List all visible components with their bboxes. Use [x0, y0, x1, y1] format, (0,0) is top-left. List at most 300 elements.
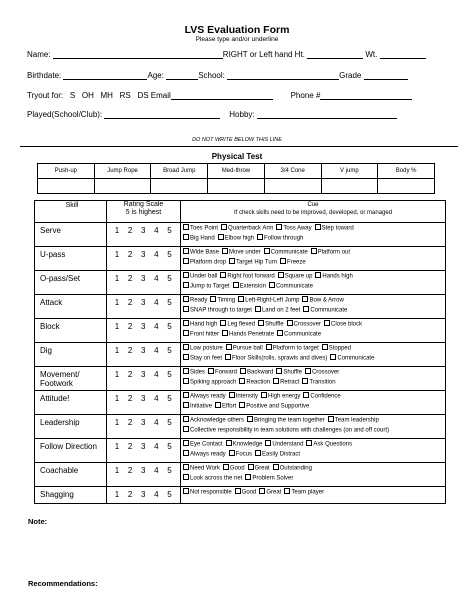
checkbox-icon[interactable]: [322, 344, 328, 350]
cue-line: [183, 368, 443, 378]
cue-option-label: Big Hand: [190, 235, 215, 241]
checkbox-icon[interactable]: [220, 272, 226, 278]
checkbox-icon[interactable]: [330, 354, 336, 360]
checkbox-icon[interactable]: [238, 296, 244, 302]
checkbox-icon[interactable]: [183, 306, 189, 312]
checkbox-icon[interactable]: [302, 296, 308, 302]
rating-scale[interactable]: 1 2 3 4 5: [107, 319, 181, 343]
cue-option[interactable]: [238, 296, 299, 306]
cue-option[interactable]: [208, 368, 237, 378]
cue-option[interactable]: [302, 296, 343, 306]
cue-option[interactable]: [226, 440, 263, 450]
played-field[interactable]: [104, 110, 220, 119]
checkbox-icon[interactable]: [305, 368, 311, 374]
cue-option[interactable]: [276, 224, 311, 234]
checkbox-icon[interactable]: [229, 392, 235, 398]
cue-option[interactable]: [222, 248, 261, 258]
cue-option[interactable]: [258, 320, 284, 330]
cue-option-label: Elbow high: [224, 235, 255, 241]
header-skill: Skill: [35, 201, 107, 223]
cue-line: [183, 272, 443, 282]
checkbox-icon[interactable]: [273, 464, 279, 470]
checkbox-icon[interactable]: [259, 488, 265, 494]
checkbox-icon[interactable]: [183, 378, 189, 384]
cue-option[interactable]: [183, 392, 226, 402]
header-cue-line1: Cue: [307, 202, 319, 208]
pt-col-pushup: Push-up: [38, 164, 95, 179]
tryout-row: [27, 91, 412, 100]
email-label: Email: [150, 91, 171, 100]
cue-option-label: Bow & Arrow: [309, 297, 344, 304]
checkbox-icon[interactable]: [315, 272, 321, 278]
cue-option[interactable]: [235, 488, 257, 498]
checkbox-icon[interactable]: [225, 354, 231, 360]
cue-option[interactable]: [183, 320, 217, 330]
cue-option-label: Target Hip Turn: [236, 259, 278, 265]
cue-option-label: Low posture: [190, 345, 223, 352]
cue-option[interactable]: [229, 450, 252, 460]
checkbox-icon[interactable]: [264, 248, 270, 254]
age-field[interactable]: [166, 71, 198, 80]
cue-option[interactable]: [183, 282, 230, 292]
cue-option[interactable]: [218, 234, 254, 244]
cue-option[interactable]: [220, 320, 255, 330]
cue-option[interactable]: [255, 450, 300, 460]
cue-option[interactable]: [229, 258, 277, 268]
cue-option-label: Look across the net: [190, 475, 243, 481]
skill-row: [35, 367, 446, 391]
checkbox-icon[interactable]: [183, 272, 189, 278]
cue-option[interactable]: [306, 440, 352, 450]
checkbox-icon[interactable]: [183, 440, 189, 446]
cue-option-label: Freeze: [287, 259, 306, 265]
rating-scale[interactable]: 1 2 3 4 5: [107, 415, 181, 439]
checkbox-icon[interactable]: [265, 440, 271, 446]
cue-option[interactable]: [302, 378, 335, 388]
checkbox-icon[interactable]: [183, 224, 189, 230]
cue-line: [183, 354, 443, 364]
checkbox-icon[interactable]: [183, 402, 189, 408]
cue-option[interactable]: [220, 272, 274, 282]
cue-line: [183, 402, 443, 412]
checkbox-icon[interactable]: [218, 234, 224, 240]
checkbox-icon[interactable]: [210, 296, 216, 302]
skill-name: Leadership: [35, 415, 107, 439]
cue-option[interactable]: [287, 320, 321, 330]
checkbox-icon[interactable]: [183, 320, 189, 326]
cue-option[interactable]: [278, 272, 313, 282]
skill-row: [35, 223, 446, 247]
grade-field[interactable]: [364, 71, 408, 80]
pt-col-cone: 3/4 Cone: [264, 164, 321, 179]
cue-option[interactable]: [183, 464, 220, 474]
checkbox-icon[interactable]: [261, 392, 267, 398]
checkbox-icon[interactable]: [226, 440, 232, 446]
cue-option-label: Sides: [190, 369, 206, 376]
form-title: LVS Evaluation Form: [184, 24, 290, 36]
height-field[interactable]: [307, 50, 363, 59]
pt-input-broadjump[interactable]: [151, 179, 208, 194]
cue-option[interactable]: [273, 378, 299, 388]
cue-option[interactable]: [183, 306, 252, 316]
header-rating-line2: 5 is highest: [125, 209, 162, 216]
cue-line: [183, 440, 443, 450]
cue-option[interactable]: [183, 224, 218, 234]
checkbox-icon[interactable]: [233, 282, 239, 288]
do-not-write-notice: DO NOT WRITE BELOW THIS LINE: [192, 137, 282, 143]
pt-input-medthrow[interactable]: [208, 179, 265, 194]
checkbox-icon[interactable]: [303, 306, 309, 312]
checkbox-icon[interactable]: [223, 464, 229, 470]
cue-option-label: Need Work: [190, 465, 220, 472]
cue-option[interactable]: [183, 474, 242, 484]
cue-option[interactable]: [183, 368, 205, 378]
checkbox-icon[interactable]: [183, 258, 189, 264]
rating-scale[interactable]: 1 2 3 4 5: [107, 271, 181, 295]
skill-row: [35, 319, 446, 343]
rating-scale[interactable]: 1 2 3 4 5: [107, 247, 181, 271]
weight-field[interactable]: [380, 50, 426, 59]
cue-option[interactable]: [225, 354, 327, 364]
checkbox-icon[interactable]: [183, 464, 189, 470]
checkbox-icon[interactable]: [266, 344, 272, 350]
cue-line: [183, 416, 443, 426]
cue-option-label: Confidence: [310, 393, 341, 400]
cue-cell: [181, 319, 446, 343]
cue-option[interactable]: [183, 488, 232, 498]
cue-option-label: Move under: [229, 249, 261, 256]
cue-line: [183, 234, 443, 244]
cue-line: [183, 248, 443, 258]
checkbox-icon[interactable]: [221, 224, 227, 230]
cue-option[interactable]: [315, 272, 352, 282]
cue-option-label: Collective responsibility in team solutions with challenges (on and off court): [190, 427, 389, 433]
cue-option-label: Team leadership: [334, 417, 379, 424]
cue-option[interactable]: [183, 258, 226, 268]
checkbox-icon[interactable]: [311, 248, 317, 254]
cue-line: [183, 464, 443, 474]
pt-input-vjump[interactable]: [321, 179, 378, 194]
rating-scale[interactable]: 1 2 3 4 5: [107, 295, 181, 319]
cue-option[interactable]: [330, 354, 374, 364]
checkbox-icon[interactable]: [226, 344, 232, 350]
checkbox-icon[interactable]: [183, 488, 189, 494]
header-cue-line2: If check skills need to be improved, developed, or managed: [233, 210, 393, 216]
checkbox-icon[interactable]: [257, 234, 263, 240]
skill-name: Coachable: [35, 463, 107, 487]
cue-option-label: Hand high: [190, 321, 218, 328]
cue-option-label: Retract: [280, 379, 300, 385]
checkbox-icon[interactable]: [229, 450, 235, 456]
cue-option-label: Quarterback Arm: [228, 225, 274, 232]
checkbox-icon[interactable]: [235, 488, 241, 494]
cue-option[interactable]: [266, 344, 319, 354]
cue-option-label: Ready: [190, 297, 208, 304]
checkbox-icon[interactable]: [258, 320, 264, 326]
cue-option-label: Follow through: [264, 235, 304, 241]
cue-option[interactable]: [183, 344, 223, 354]
checkbox-icon[interactable]: [255, 306, 261, 312]
hobby-field[interactable]: [257, 110, 397, 119]
cue-option[interactable]: [305, 368, 339, 378]
divider-rule: [20, 146, 458, 147]
checkbox-icon[interactable]: [315, 224, 321, 230]
checkbox-icon[interactable]: [255, 450, 261, 456]
cue-line: [183, 224, 443, 234]
cue-option-label: Extension: [239, 283, 266, 289]
checkbox-icon[interactable]: [183, 474, 189, 480]
skill-name: Attack: [35, 295, 107, 319]
header-cue: [181, 201, 446, 223]
checkbox-icon[interactable]: [245, 474, 251, 480]
checkbox-icon[interactable]: [278, 272, 284, 278]
tryout-label: Tryout for:: [27, 91, 64, 100]
cue-option-label: Toss Away: [283, 225, 312, 232]
cue-option-label: Under ball: [190, 273, 218, 280]
cue-option[interactable]: [255, 306, 300, 316]
cue-option[interactable]: [259, 488, 281, 498]
cue-option[interactable]: [328, 416, 379, 426]
cue-option-label: Hands Penetrate: [229, 331, 275, 337]
position-mh[interactable]: MH: [100, 91, 113, 100]
checkbox-icon[interactable]: [239, 378, 245, 384]
cue-cell: [181, 391, 446, 415]
rating-scale[interactable]: 1 2 3 4 5: [107, 391, 181, 415]
checkbox-icon[interactable]: [239, 402, 245, 408]
checkbox-icon[interactable]: [220, 320, 226, 326]
cue-option[interactable]: [280, 258, 306, 268]
cue-line: [183, 344, 443, 354]
age-label: Age:: [147, 71, 164, 80]
rating-scale[interactable]: 1 2 3 4 5: [107, 463, 181, 487]
checkbox-icon[interactable]: [280, 258, 286, 264]
cue-line: [183, 474, 443, 484]
cue-option-label: Wide Base: [190, 249, 220, 256]
checkbox-icon[interactable]: [183, 426, 189, 432]
skill-row: [35, 487, 446, 504]
phone-field[interactable]: [320, 91, 412, 100]
checkbox-icon[interactable]: [240, 368, 246, 374]
skill-row: [35, 415, 446, 439]
cue-option[interactable]: [183, 440, 223, 450]
checkbox-icon[interactable]: [303, 392, 309, 398]
skill-name: Shagging: [35, 487, 107, 504]
cue-option[interactable]: [183, 416, 244, 426]
cue-option-label: Knowledge: [232, 441, 263, 448]
checkbox-icon[interactable]: [302, 378, 308, 384]
recommendations-label: Recommendations:: [28, 579, 98, 588]
cue-option-label: Right foot forward: [227, 273, 275, 280]
cue-option-label: Platform to target: [272, 345, 319, 352]
cue-option[interactable]: [284, 488, 324, 498]
checkbox-icon[interactable]: [208, 368, 214, 374]
cue-option[interactable]: [183, 450, 226, 460]
checkbox-icon[interactable]: [222, 248, 228, 254]
skill-row: [35, 439, 446, 463]
checkbox-icon[interactable]: [273, 378, 279, 384]
cue-option[interactable]: [315, 224, 354, 234]
skill-name: Attitude!: [35, 391, 107, 415]
pt-input-pushup[interactable]: [38, 179, 95, 194]
cue-cell: [181, 487, 446, 504]
checkbox-icon[interactable]: [183, 282, 189, 288]
pt-col-jumprope: Jump Rope: [94, 164, 151, 179]
played-label: Played(School/Club):: [27, 110, 103, 119]
checkbox-icon[interactable]: [183, 330, 189, 336]
header-rating-line1: Rating Scale: [123, 201, 164, 208]
rating-scale[interactable]: 1 2 3 4 5: [107, 343, 181, 367]
checkbox-icon[interactable]: [248, 464, 254, 470]
cue-option[interactable]: [239, 378, 270, 388]
cue-line: [183, 306, 443, 316]
cue-option-label: Communicate: [284, 331, 322, 337]
cue-option[interactable]: [229, 392, 258, 402]
cue-option-label: Communicate: [337, 355, 375, 361]
cue-option[interactable]: [247, 416, 325, 426]
school-field[interactable]: [227, 71, 339, 80]
cue-option[interactable]: [276, 368, 302, 378]
cue-option[interactable]: [277, 330, 321, 340]
email-field[interactable]: [171, 91, 273, 100]
cue-line: [183, 330, 443, 340]
cue-option[interactable]: [303, 392, 340, 402]
cue-cell: [181, 463, 446, 487]
pt-input-jumprope[interactable]: [94, 179, 151, 194]
cue-cell: [181, 247, 446, 271]
checkbox-icon[interactable]: [328, 416, 334, 422]
pt-input-bodyfat[interactable]: [378, 179, 435, 194]
position-ds[interactable]: DS: [137, 91, 149, 100]
cue-option[interactable]: [210, 296, 235, 306]
skill-row: [35, 295, 446, 319]
cue-option[interactable]: [183, 234, 215, 244]
checkbox-icon[interactable]: [277, 330, 283, 336]
cue-option[interactable]: [221, 224, 273, 234]
cue-option[interactable]: [183, 402, 212, 412]
checkbox-icon[interactable]: [183, 234, 189, 240]
cue-option[interactable]: [183, 426, 389, 436]
position-rs[interactable]: RS: [119, 91, 131, 100]
cue-option[interactable]: [322, 344, 351, 354]
cue-option[interactable]: [183, 272, 217, 282]
checkbox-icon[interactable]: [276, 368, 282, 374]
name-field[interactable]: [53, 50, 223, 59]
physical-test-header-row: [38, 164, 435, 179]
cue-option[interactable]: [324, 320, 362, 330]
cue-cell: [181, 367, 446, 391]
checkbox-icon[interactable]: [324, 320, 330, 326]
cue-option-label: Always ready: [190, 393, 226, 400]
grade-label: Grade: [339, 71, 362, 80]
cue-option-label: Square up: [284, 273, 313, 280]
checkbox-icon[interactable]: [183, 354, 189, 360]
cue-option[interactable]: [183, 330, 219, 340]
rating-scale[interactable]: 1 2 3 4 5: [107, 367, 181, 391]
cue-cell: [181, 415, 446, 439]
checkbox-icon[interactable]: [183, 248, 189, 254]
cue-option[interactable]: [215, 402, 236, 412]
cue-option[interactable]: [269, 282, 313, 292]
position-oh[interactable]: OH: [81, 91, 94, 100]
checkbox-icon[interactable]: [183, 416, 189, 422]
cue-option[interactable]: [226, 344, 263, 354]
cue-option[interactable]: [264, 248, 308, 258]
checkbox-icon[interactable]: [247, 416, 253, 422]
cue-line: [183, 296, 443, 306]
checkbox-icon[interactable]: [215, 402, 221, 408]
skill-name: Serve: [35, 223, 107, 247]
checkbox-icon[interactable]: [229, 258, 235, 264]
cue-option[interactable]: [183, 378, 236, 388]
checkbox-icon[interactable]: [222, 330, 228, 336]
checkbox-icon[interactable]: [284, 488, 290, 494]
position-s[interactable]: S: [69, 91, 76, 100]
note-label: Note:: [28, 517, 48, 526]
cue-option-label: Communicate: [310, 307, 348, 313]
name-row: [27, 50, 426, 59]
checkbox-icon[interactable]: [276, 224, 282, 230]
cue-option-label: Shuffle: [283, 369, 302, 376]
cue-option[interactable]: [233, 282, 266, 292]
cue-option[interactable]: [183, 296, 207, 306]
cue-option[interactable]: [183, 248, 219, 258]
cue-option-label: Crossover: [293, 321, 321, 328]
skill-name: Movement/ Footwork: [35, 367, 107, 391]
rating-scale[interactable]: 1 2 3 4 5: [107, 439, 181, 463]
cue-option-label: Stay on feet: [190, 355, 223, 361]
rating-scale[interactable]: 1 2 3 4 5: [107, 487, 181, 504]
pt-col-medthrow: Med-throw: [208, 164, 265, 179]
rating-scale[interactable]: 1 2 3 4 5: [107, 223, 181, 247]
cue-option[interactable]: [261, 392, 300, 402]
checkbox-icon[interactable]: [269, 282, 275, 288]
played-row: [27, 110, 397, 119]
checkbox-icon[interactable]: [183, 450, 189, 456]
cue-option-label: Initiative: [190, 403, 213, 409]
checkbox-icon[interactable]: [287, 320, 293, 326]
cue-option-label: Great: [254, 465, 270, 472]
cue-option[interactable]: [222, 330, 274, 340]
cue-option[interactable]: [248, 464, 270, 474]
cue-option[interactable]: [257, 234, 303, 244]
cue-option[interactable]: [273, 464, 312, 474]
cue-option-label: Land on 2 feet: [261, 307, 301, 313]
checkbox-icon[interactable]: [306, 440, 312, 446]
cue-cell: [181, 439, 446, 463]
cue-option[interactable]: [239, 402, 309, 412]
checkbox-icon[interactable]: [183, 368, 189, 374]
right-left-label: RIGHT or Left hand Ht.: [222, 50, 305, 59]
pt-input-cone[interactable]: [264, 179, 321, 194]
cue-option[interactable]: [183, 354, 222, 364]
cue-option[interactable]: [245, 474, 293, 484]
cue-option[interactable]: [240, 368, 273, 378]
cue-option-label: Positive and Supportive: [246, 403, 310, 409]
birthdate-field[interactable]: [63, 71, 147, 80]
school-label: School:: [198, 71, 225, 80]
checkbox-icon[interactable]: [183, 392, 189, 398]
pt-col-vjump: V jump: [321, 164, 378, 179]
form-subtitle: Please type and/or underline: [195, 36, 279, 43]
checkbox-icon[interactable]: [183, 296, 189, 302]
checkbox-icon[interactable]: [183, 344, 189, 350]
cue-option[interactable]: [303, 306, 347, 316]
cue-option[interactable]: [223, 464, 245, 474]
cue-option[interactable]: [311, 248, 350, 258]
skill-row: [35, 247, 446, 271]
cue-option[interactable]: [265, 440, 303, 450]
cue-option-label: Focus: [235, 451, 253, 457]
